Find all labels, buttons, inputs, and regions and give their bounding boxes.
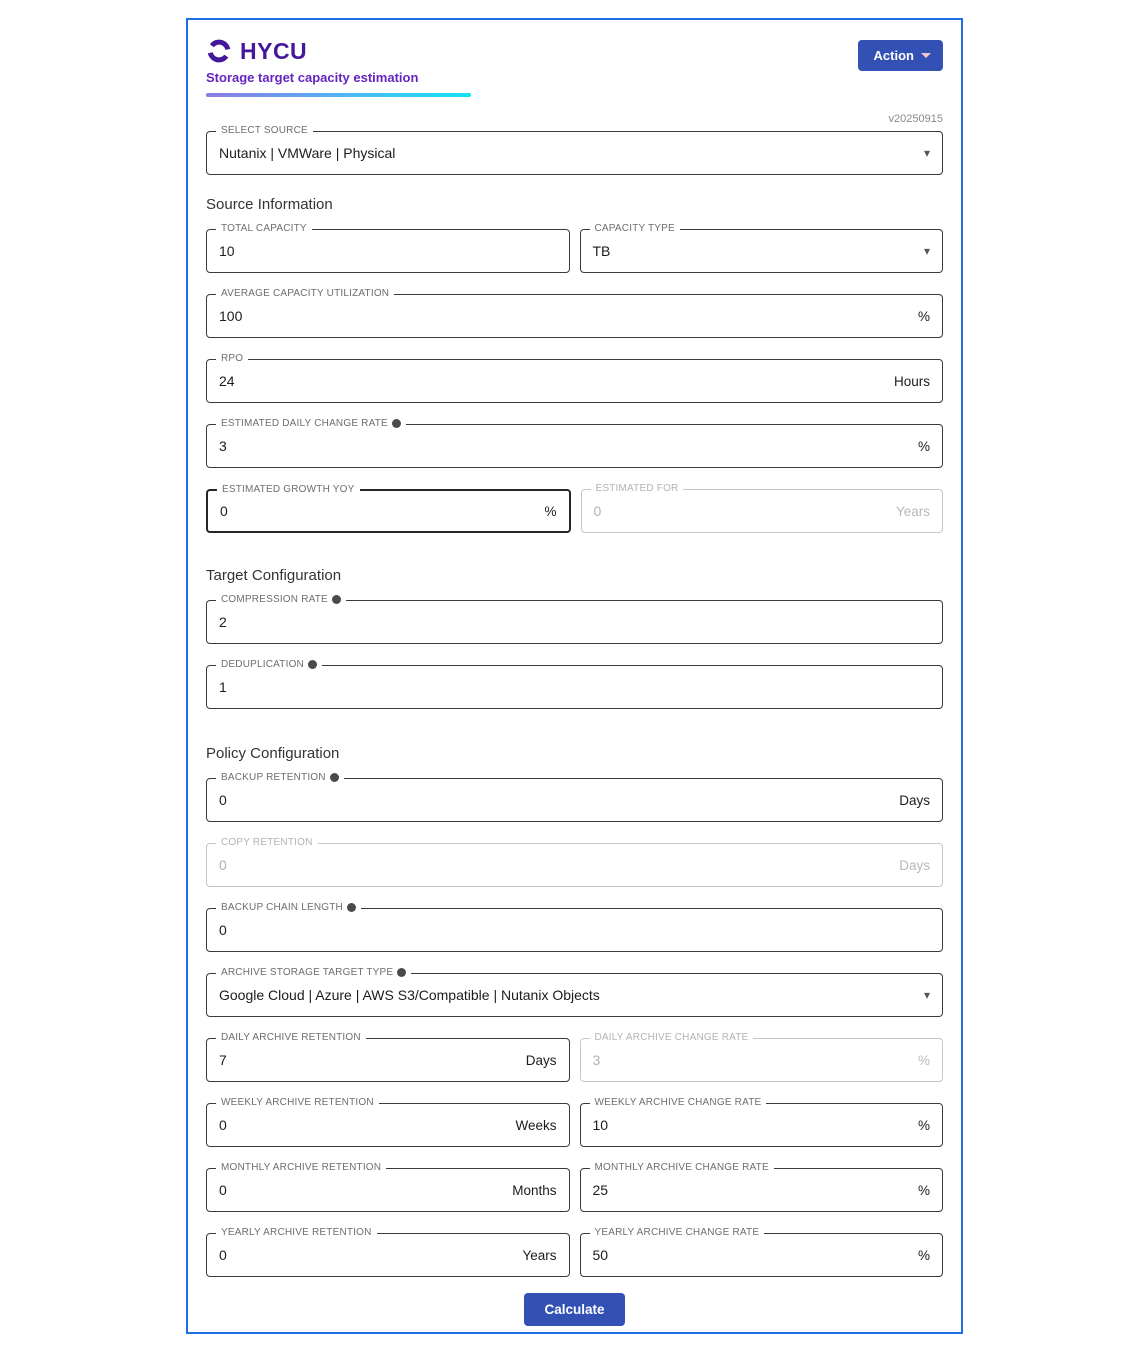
copy-retention-field (206, 837, 943, 887)
monthly-archive-change-rate-field[interactable] (580, 1162, 944, 1212)
dropdown-arrow-icon: ▾ (923, 988, 930, 1002)
deduplication-input[interactable] (219, 679, 930, 695)
yearly-archive-retention-field[interactable] (206, 1227, 570, 1277)
daily-archive-retention-label: DAILY ARCHIVE RETENTION (221, 1032, 361, 1043)
average-capacity-utilization-label: AVERAGE CAPACITY UTILIZATION (221, 288, 390, 299)
copy-retention-label: COPY RETENTION (221, 837, 313, 848)
daily-archive-retention-field[interactable] (206, 1032, 570, 1082)
monthly-archive-retention-input[interactable] (219, 1182, 504, 1198)
compression-rate-input[interactable] (219, 614, 930, 630)
total-capacity-input[interactable] (219, 243, 557, 259)
yearly-archive-change-rate-field[interactable] (580, 1227, 944, 1277)
monthly-archive-change-rate-input[interactable] (593, 1182, 910, 1198)
daily-archive-retention-input[interactable] (219, 1052, 518, 1068)
backup-retention-input[interactable] (219, 792, 891, 808)
yearly-archive-retention-input[interactable] (219, 1247, 514, 1263)
archive-storage-target-type-label: ARCHIVE STORAGE TARGET TYPE (221, 967, 394, 978)
capacity-estimation-card (186, 18, 963, 1334)
chevron-down-icon (921, 53, 931, 58)
dropdown-arrow-icon: ▾ (923, 146, 930, 160)
yearly-archive-change-rate-unit: % (917, 1247, 930, 1263)
estimated-growth-yoy-field[interactable] (206, 484, 571, 533)
backup-chain-length-label: BACKUP CHAIN LENGTH (221, 902, 343, 913)
estimated-growth-yoy-input[interactable] (220, 503, 536, 519)
average-capacity-utilization-input[interactable] (219, 308, 910, 324)
archive-storage-target-type-value: Google Cloud | Azure | AWS S3/Compatible | Nutanix Objects (219, 987, 600, 1003)
brand-name: HYCU (240, 37, 308, 64)
backup-retention-unit: Days (899, 792, 930, 808)
monthly-archive-retention-label: MONTHLY ARCHIVE RETENTION (221, 1162, 382, 1173)
info-icon (330, 773, 339, 782)
dropdown-arrow-icon: ▾ (923, 244, 930, 258)
compression-rate-field[interactable] (206, 594, 943, 644)
deduplication-label: DEDUPLICATION (221, 659, 304, 670)
daily-archive-retention-unit: Days (525, 1052, 557, 1068)
total-capacity-label: TOTAL CAPACITY (221, 223, 307, 234)
estimated-growth-yoy-label: ESTIMATED GROWTH YOY (222, 484, 355, 495)
yearly-archive-retention-label: YEARLY ARCHIVE RETENTION (221, 1227, 372, 1238)
title-underline (206, 93, 471, 97)
weekly-archive-retention-unit: Weeks (515, 1117, 557, 1133)
archive-storage-target-type-field[interactable] (206, 967, 943, 1017)
average-capacity-utilization-unit: % (917, 308, 930, 324)
backup-chain-length-input[interactable] (219, 922, 930, 938)
info-icon (347, 903, 356, 912)
hycu-logo-icon (206, 38, 232, 64)
monthly-archive-retention-unit: Months (512, 1182, 557, 1198)
select-source-label: SELECT SOURCE (221, 125, 308, 136)
page-title: Storage target capacity estimation (206, 70, 419, 85)
info-icon (392, 419, 401, 428)
capacity-type-label: CAPACITY TYPE (594, 223, 675, 234)
yearly-archive-change-rate-input[interactable] (593, 1247, 910, 1263)
monthly-archive-change-rate-label: MONTHLY ARCHIVE CHANGE RATE (594, 1162, 769, 1173)
daily-archive-change-rate-unit: % (917, 1052, 930, 1068)
action-button-label: Action (873, 48, 914, 63)
rpo-input[interactable] (219, 373, 886, 389)
yearly-archive-change-rate-label: YEARLY ARCHIVE CHANGE RATE (594, 1227, 760, 1238)
rpo-label: RPO (221, 353, 244, 364)
action-button[interactable] (858, 40, 943, 71)
rpo-field[interactable] (206, 353, 943, 403)
weekly-archive-retention-field[interactable] (206, 1097, 570, 1147)
weekly-archive-change-rate-unit: % (917, 1117, 930, 1133)
estimated-for-unit: Years (895, 503, 930, 519)
weekly-archive-retention-input[interactable] (219, 1117, 507, 1133)
deduplication-field[interactable] (206, 659, 943, 709)
footer (206, 1293, 943, 1326)
yearly-archive-retention-unit: Years (522, 1247, 557, 1263)
section-source-information: Source Information (206, 196, 333, 213)
info-icon (332, 595, 341, 604)
section-target-configuration: Target Configuration (206, 567, 342, 584)
daily-archive-change-rate-field (580, 1032, 944, 1082)
select-source-field[interactable] (206, 125, 943, 175)
weekly-archive-change-rate-input[interactable] (593, 1117, 910, 1133)
daily-archive-change-rate-label: DAILY ARCHIVE CHANGE RATE (594, 1032, 749, 1043)
info-icon (397, 968, 406, 977)
rpo-unit: Hours (893, 373, 930, 389)
weekly-archive-change-rate-field[interactable] (580, 1097, 944, 1147)
weekly-archive-change-rate-label: WEEKLY ARCHIVE CHANGE RATE (594, 1097, 762, 1108)
estimated-daily-change-rate-label: ESTIMATED DAILY CHANGE RATE (221, 418, 388, 429)
estimated-for-field (581, 483, 944, 533)
version-label: v20250915 (888, 113, 943, 125)
backup-chain-length-field[interactable] (206, 902, 943, 952)
compression-rate-label: COMPRESSION RATE (221, 594, 328, 605)
select-source-value: Nutanix | VMWare | Physical (219, 145, 396, 161)
monthly-archive-change-rate-unit: % (917, 1182, 930, 1198)
average-capacity-utilization-field[interactable] (206, 288, 943, 338)
total-capacity-field[interactable] (206, 223, 570, 273)
estimated-daily-change-rate-unit: % (917, 438, 930, 454)
calculate-button[interactable]: Calculate (524, 1293, 624, 1326)
header (206, 36, 943, 97)
weekly-archive-retention-label: WEEKLY ARCHIVE RETENTION (221, 1097, 374, 1108)
estimated-for-label: ESTIMATED FOR (595, 483, 679, 494)
estimated-daily-change-rate-input[interactable] (219, 438, 910, 454)
capacity-type-value: TB (592, 243, 611, 259)
section-policy-configuration: Policy Configuration (206, 745, 340, 762)
copy-retention-unit: Days (899, 857, 930, 873)
estimated-growth-yoy-unit: % (544, 503, 557, 519)
estimated-daily-change-rate-field[interactable] (206, 418, 943, 468)
backup-retention-label: BACKUP RETENTION (221, 772, 326, 783)
backup-retention-field[interactable] (206, 772, 943, 822)
brand-row (206, 36, 943, 66)
daily-archive-change-rate-input (593, 1052, 910, 1068)
copy-retention-input (219, 857, 891, 873)
capacity-type-field[interactable] (580, 223, 944, 273)
monthly-archive-retention-field[interactable] (206, 1162, 570, 1212)
estimated-for-input (594, 503, 888, 519)
info-icon (308, 660, 317, 669)
